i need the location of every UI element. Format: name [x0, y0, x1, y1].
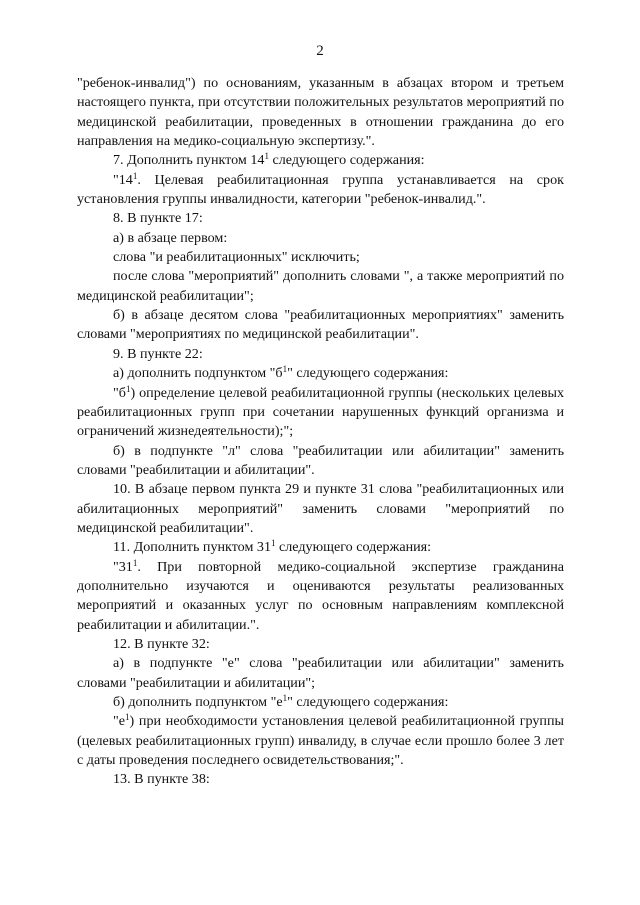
- paragraph: а) в подпункте "е" слова "реабилитации или абилитации" заменить словами "реабилитации и абилитации";: [77, 655, 564, 691]
- paragraph: б) дополнить подпунктом "$е^1$" следующего содержания:: [113, 693, 449, 710]
- paragraph: "$е^1$) при необходимости установления целевой реабилитационной группы (целевых реабилитационных групп) инвалиду, в случае если прошло более 3 лет с даты проведения последнего освидетельствования;".: [77, 712, 564, 769]
- paragraph: а) дополнить подпунктом "$б^1$" следующего содержания:: [113, 364, 449, 382]
- paragraph: 11. Дополнить пунктом $31^1$ следующего содержания:: [113, 538, 432, 556]
- paragraph: 9. В пункте 22:: [113, 345, 203, 362]
- document-body: [77, 74, 564, 790]
- paragraph: "$14^1$. Целевая реабилитационная группа устанавливается на срок установления группы инвалидности, категории "ребенок-инвалид.".: [77, 170, 564, 208]
- paragraph: "$31^1$. При повторной медико-социальной экспертизе гражданина дополнительно изучаются и оцениваются результаты реализованных мероприятий и оказанных услуг по основным направлениям комплексной реабилитации и абилитации.".: [77, 557, 564, 633]
- paragraph: слова "и реабилитационных" исключить;: [113, 249, 360, 266]
- paragraph: 12. В пункте 32:: [113, 635, 210, 652]
- paragraph: 10. В абзаце первом пункта 29 и пункте 31 слова "реабилитационных или абилитационных мероприятий" заменить словами "мероприятий по медицинской реабилитации".: [77, 481, 564, 536]
- paragraph: а) в абзаце первом:: [113, 229, 228, 246]
- paragraph: 13. В пункте 38:: [113, 771, 210, 788]
- paragraph: "ребенок-инвалид") по основаниям, указанным в абзацах втором и третьем настоящего пункта, при отсутствии положительных результатов мероприятий по медицинской реабилитации, проведенных в отношении гражданина до его направления на медико-социальную экспертизу.".: [77, 75, 564, 150]
- paragraph: б) в подпункте "л" слова "реабилитации или абилитации" заменить словами "реабилитации и абилитации".: [77, 442, 564, 478]
- page-number: 2: [316, 43, 324, 59]
- paragraph: 8. В пункте 17:: [113, 210, 203, 227]
- paragraph: "$б^1$) определение целевой реабилитационной группы (нескольких целевых реабилитационных групп при сочетании нарушенных функций организма и ограничений жизнедеятельности);";: [77, 383, 564, 440]
- paragraph: б) в абзаце десятом слова "реабилитационных мероприятиях" заменить словами "мероприятиях по медицинской реабилитации".: [77, 307, 564, 343]
- paragraph: 7. Дополнить пунктом $14^1$ следующего содержания:: [113, 151, 425, 169]
- paragraph: после слова "мероприятий" дополнить словами ", а также мероприятий по медицинской реабилитации";: [77, 268, 564, 304]
